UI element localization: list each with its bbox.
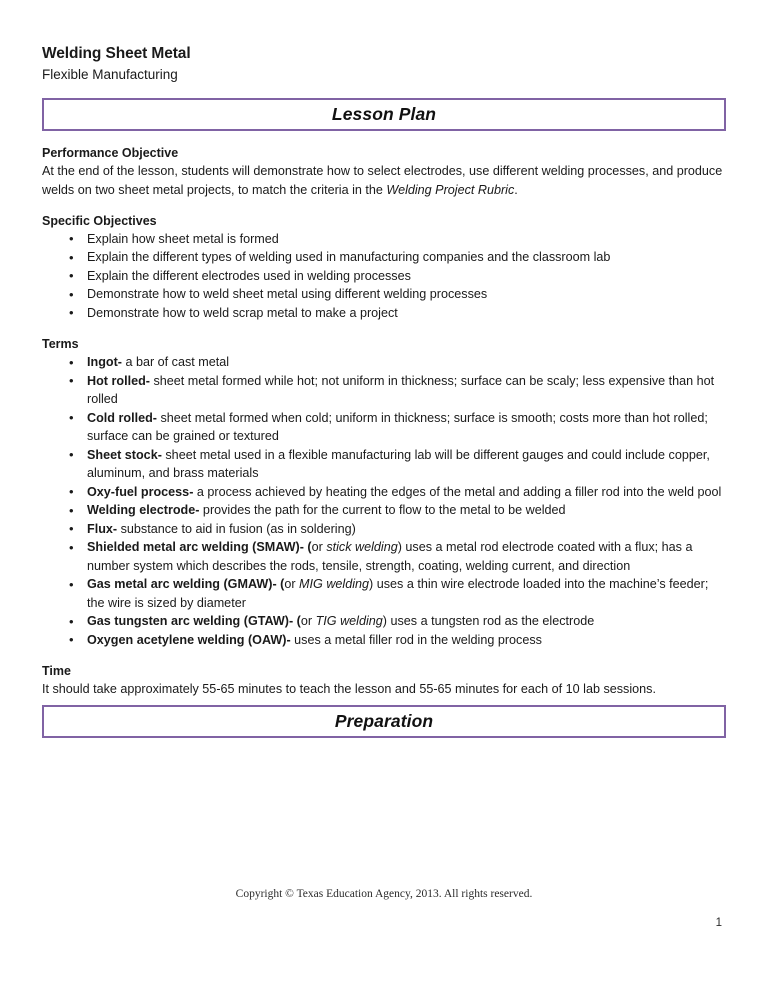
- term-list-item: [42, 372, 726, 409]
- specific-objectives-heading: Specific Objectives: [42, 214, 157, 229]
- term-definition: uses a metal filler rod in the welding process: [290, 632, 542, 647]
- term-name: Welding electrode-: [87, 503, 200, 518]
- term-definition: ) uses a thin wire electrode loaded into the machine’s feeder; the wire is sized by diameter: [87, 577, 709, 610]
- term-definition: sheet metal formed when cold; uniform in thickness; surface is smooth; costs more than hot rolled; surface can be grained or textured: [87, 410, 708, 444]
- terms-heading: Terms: [42, 337, 79, 352]
- term-definition: ) uses a metal rod electrode coated with a flux; has a number system which describes the rods, tensile, strength, coating, welding current, and direction: [87, 540, 693, 573]
- page-subtitle: Flexible Manufacturing: [42, 66, 178, 82]
- term-list-item: [42, 353, 726, 372]
- term-name: Sheet stock-: [87, 447, 162, 462]
- term-list-item: [42, 483, 726, 502]
- list-item: [42, 285, 726, 304]
- list-item: [42, 304, 726, 323]
- term-alias-lead: or: [300, 614, 316, 629]
- list-item-text: Explain the different types of welding used in manufacturing companies and the classroom lab: [87, 250, 611, 265]
- term-definition: provides the path for the current to flow to the metal to be welded: [199, 503, 566, 518]
- performance-objective-section: [42, 145, 726, 199]
- specific-objectives-section: [42, 213, 726, 322]
- lesson-plan-banner-label: Lesson Plan: [331, 104, 437, 125]
- preparation-banner: [42, 705, 726, 738]
- specific-objectives-list: [42, 230, 726, 323]
- performance-objective-heading: Performance Objective: [42, 146, 179, 161]
- time-heading: Time: [42, 664, 71, 679]
- term-alias: MIG welding: [299, 577, 370, 592]
- time-section: [42, 663, 726, 698]
- term-name: Oxy-fuel process-: [87, 484, 194, 499]
- term-definition: sheet metal formed while hot; not uniform in thickness; surface can be scaly; less expensive than hot rolled: [87, 373, 715, 407]
- performance-objective-text-tail: .: [514, 182, 518, 197]
- list-item: [42, 267, 726, 286]
- term-alias: stick welding: [326, 540, 398, 555]
- list-item-text: Demonstrate how to weld sheet metal using different welding processes: [87, 287, 488, 302]
- list-item: [42, 230, 726, 249]
- list-item: [42, 248, 726, 267]
- term-name: Flux-: [87, 521, 118, 536]
- term-list-item: [42, 538, 726, 575]
- term-list-item: [42, 409, 726, 446]
- performance-objective-body: [42, 162, 726, 199]
- performance-objective-text-lead: At the end of the lesson, students will demonstrate how to select electrodes, use different welding processes, and produce welds on two sheet metal projects, to match the criteria in the: [42, 164, 723, 197]
- lesson-plan-banner: [42, 98, 726, 131]
- list-item-text: Demonstrate how to weld scrap metal to make a project: [87, 305, 398, 320]
- page-title: Welding Sheet Metal: [42, 45, 191, 62]
- term-definition: sheet metal used in a flexible manufacturing lab will be different gauges and could include copper, aluminum, and brass materials: [87, 447, 710, 481]
- term-list-item: [42, 612, 726, 631]
- page-number: 1: [715, 917, 722, 929]
- term-name: Cold rolled-: [87, 410, 157, 425]
- terms-list: [42, 353, 726, 649]
- term-definition: substance to aid in fusion (as in soldering): [117, 521, 356, 536]
- preparation-banner-label: Preparation: [334, 710, 434, 731]
- term-name: Gas metal arc welding (GMAW)- (: [87, 577, 285, 592]
- performance-objective-rubric-title: Welding Project Rubric: [386, 182, 515, 197]
- term-list-item: [42, 575, 726, 612]
- term-alias-lead: or: [284, 577, 300, 592]
- terms-section: [42, 336, 726, 649]
- term-alias: TIG welding: [315, 614, 383, 629]
- term-list-item: [42, 631, 726, 650]
- term-alias-lead: or: [311, 540, 327, 555]
- term-name: Hot rolled-: [87, 373, 150, 388]
- term-name: Gas tungsten arc welding (GTAW)- (: [87, 614, 301, 629]
- document-header: [42, 44, 726, 84]
- copyright-notice: Copyright © Texas Education Agency, 2013. All rights reserved.: [235, 888, 533, 900]
- term-definition: ) uses a tungsten rod as the electrode: [382, 614, 595, 629]
- list-item-text: Explain how sheet metal is formed: [87, 231, 279, 246]
- list-item-text: Explain the different electrodes used in welding processes: [87, 268, 411, 283]
- term-name: Shielded metal arc welding (SMAW)- (: [87, 540, 312, 555]
- term-name: Ingot-: [87, 355, 122, 370]
- term-list-item: [42, 501, 726, 520]
- term-list-item: [42, 520, 726, 539]
- term-definition: a bar of cast metal: [121, 355, 230, 370]
- term-list-item: [42, 446, 726, 483]
- time-body: It should take approximately 55-65 minutes to teach the lesson and 55-65 minutes for each of 10 lab sessions.: [42, 682, 656, 697]
- term-definition: a process achieved by heating the edges of the metal and adding a filler rod into the weld pool: [193, 484, 722, 499]
- term-name: Oxygen acetylene welding (OAW)-: [87, 632, 291, 647]
